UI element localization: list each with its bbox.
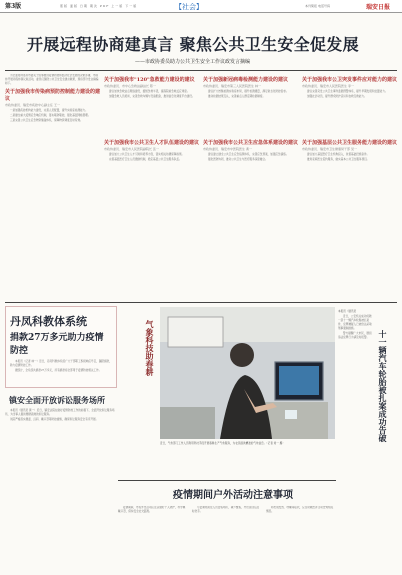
- lead-column-1: [5, 74, 100, 299]
- paragraph: 建议加大基层医疗卫生机构投入，改善基础设施条件。: [307, 153, 370, 156]
- lead-intro: 为全面贯彻落实市委关于统筹推进疫情防控和经济社会发展的决策部署，市政协开展远程协商议政活动，委员们围绕公共卫生安全建言献策，现将部分发言摘编如下。: [5, 74, 99, 85]
- section-title: 关于加强我市公共卫生人才队伍建设的建议: [104, 140, 199, 146]
- section-title: 关于加强我市公卫突发事件应对能力的建议: [302, 77, 397, 83]
- notice-title: 疫情期间户外活动注意事项: [173, 490, 293, 501]
- news-photo: [160, 307, 335, 439]
- notice-column-1: [118, 506, 186, 570]
- donation-story: [5, 306, 117, 388]
- bus-story-text: [338, 308, 372, 523]
- paragraph: 三是完善公共卫生应急物资储备体系，保障物资调度及时有效。: [10, 119, 83, 122]
- paragraph: 本报讯（记者 林一）近日，丹凤科教体系统广大干部职工积极响应号召，踊跃捐款，助力疫情防控工作。: [10, 360, 112, 367]
- paragraph: 二是健全重大疫情应急响应机制，落实联防联控，强化基层网格管理。: [10, 114, 91, 117]
- paragraph: 建议加大公共卫生人才引进和培养力度，落实相关待遇保障政策。: [109, 153, 185, 156]
- paragraph: 如出现发热、咳嗽等症状，应及时就医并主动告知相关情况。: [266, 506, 334, 513]
- story-title: 镇安全面开放诉讼服务场所: [9, 395, 105, 405]
- paragraph: 建议加快急救站点网络建设，缩短急救半径，提高院前急救反应速度。: [109, 90, 190, 93]
- masthead: [0, 0, 402, 13]
- paragraph: 警方提醒广大市民，遇到违法犯罪行为请及时报警。: [338, 332, 372, 339]
- paragraph: 建议完善突发公共卫生事件监测预警体系，提升早期发现和处置能力。: [307, 90, 388, 93]
- paragraph: 建议扩大核酸检测实验室布局，提升检测通量，满足常态化防控需求。: [208, 90, 289, 93]
- bus-story-title: 十一辆汽车轮胎被扎案成功告破: [378, 330, 388, 442]
- divider: [5, 70, 397, 71]
- notice-column-3: [266, 506, 334, 570]
- paragraph: 强化医防协同，推动公共卫生与医疗服务深度融合。: [208, 158, 268, 161]
- lead-headline: 开展远程协商建真言 聚焦公共卫生安全促发展: [27, 35, 359, 54]
- edition-number: 第3版: [5, 3, 22, 10]
- newspaper-logo: 瑞安日报: [366, 4, 391, 11]
- section-title: 【社会】: [175, 3, 203, 11]
- section-title: 关于加强基层公共卫生服务能力建设的建议: [302, 140, 397, 146]
- paragraph: 推动检测结果互认，完善重点人群定期检测制度。: [208, 95, 266, 98]
- paragraph: 本报讯（通讯员 黄一）近日，镇安法院在做好疫情防控工作的前提下，全面开放诉讼服务场所，为当事人提供便捷高效的诉讼服务。: [5, 409, 115, 416]
- lead-column-4: [302, 74, 397, 299]
- section-byline: 市政协委员、瑞安市疾控中心副主任 王一: [5, 103, 60, 107]
- paragraph: 加强社会动员，提升群众防护意识和自救互救能力。: [307, 95, 367, 98]
- section-title: 关于加强我市"120"急救能力建设的建议: [104, 77, 195, 83]
- story-title: 丹凤科教体系统: [10, 315, 87, 328]
- paper-info: 本刊简报 电话号码: [305, 4, 330, 8]
- paragraph: 完善基层医疗卫生人员激励机制，稳定基层公共卫生服务队伍。: [109, 158, 182, 161]
- divider: [5, 302, 397, 303]
- section-byline: 市政协委员、瑞安市卫生健康局干部 吴一: [302, 147, 357, 151]
- section-byline: 市政协委员、瑞安市第三人民医院医生 林一: [203, 84, 261, 88]
- photo-story-title: 气象科技助春耕: [145, 320, 155, 376]
- paragraph: 一是加强疾控机构能力建设，完善人员配置，提升实验室检测能力。: [10, 109, 88, 112]
- story-subtitle: 捐款27万多元助力疫情防控: [10, 333, 104, 356]
- paragraph: 近日，公安机关成功侦破一起十一辆汽车轮胎被扎案件，犯罪嫌疑人已被依法采取刑事强制措施。: [338, 315, 372, 330]
- section-byline: 市政协委员、瑞安市中医院医生 黄一: [203, 147, 252, 151]
- photo-caption: 近日，气象部门工作人员利用科技手段开展春耕生产气象服务，为农民提供精准的气象信息。（记者 刘一 摄）: [160, 442, 285, 445]
- paragraph: 加强急救人员培训，完善急救车辆与设备配备，推进信息化调度平台建设。: [109, 95, 195, 98]
- notice-column-2: [192, 506, 260, 570]
- lead-column-3: [203, 74, 298, 299]
- lead-column-2: [104, 74, 199, 299]
- paragraph: 据统计，全系统共捐款27万多元，所有捐款将全部用于疫情防控相关工作。: [15, 369, 102, 372]
- section-title: 关于加强我市传染病预防控制能力建设的建议: [5, 89, 100, 102]
- section-byline: 市政协委员、市中心急救站副站长 陈一: [104, 84, 156, 88]
- paragraph: 该院严格落实测温、扫码、戴口罩等防控措施，确保诉讼服务安全有序开展。: [10, 418, 99, 421]
- paragraph: 尽量避免前往人员密集场所，减少聚集，外出返回后及时洗手。: [192, 506, 260, 513]
- section-title: 关于加强新冠病毒检测能力建设的建议: [203, 77, 289, 83]
- paragraph: 疫情期间，市民外出活动应注意做好个人防护，科学佩戴口罩，保持安全社交距离。: [118, 506, 186, 513]
- paragraph: 建议建立健全公共卫生应急指挥体系，完善应急预案，加强应急演练。: [208, 153, 289, 156]
- lead-subhead: ——市政协委员助力公共卫生安全工作议政发言摘编: [135, 59, 251, 65]
- section-byline: 市政协委员、瑞安市人民医院副院长 张一: [104, 147, 159, 151]
- court-story: [5, 392, 115, 492]
- section-title: 关于加强我市公共卫生应急体系建设的建议: [203, 140, 298, 146]
- section-byline: 市政协委员、瑞安市人民医院医生 李一: [302, 84, 354, 88]
- paragraph: 推进家庭医生签约服务，做实基本公共卫生服务项目。: [307, 158, 370, 161]
- page-navigation[interactable]: 照版 面版 日期 期次 PDF 上一版 下一版: [60, 4, 138, 8]
- story-header: 本报讯（通讯员: [338, 310, 357, 313]
- divider: [118, 480, 336, 481]
